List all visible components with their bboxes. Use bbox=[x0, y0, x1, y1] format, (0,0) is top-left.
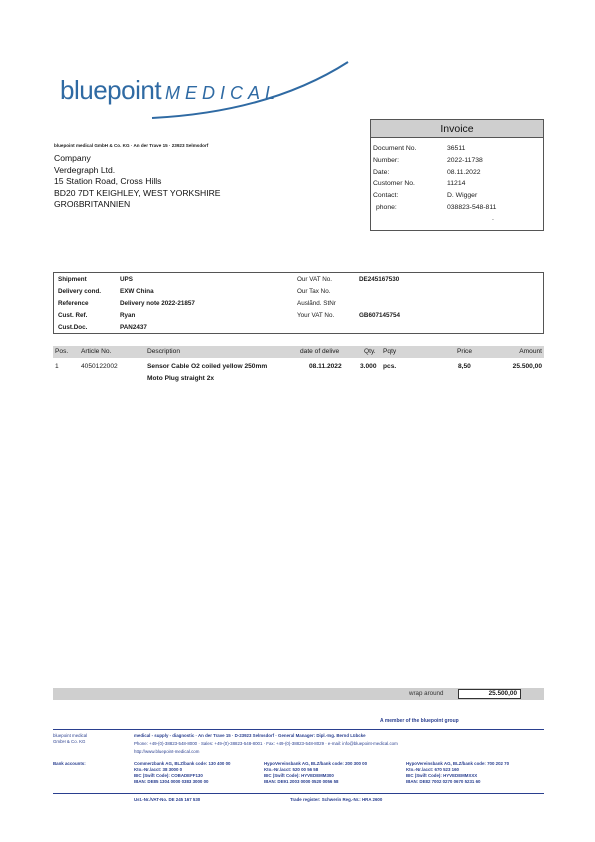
sender-line: bluepoint medical GmbH & Co. KG · An der Trave 15 · 23923 Selmsdorf bbox=[54, 143, 209, 148]
field-label: Customer No. bbox=[373, 180, 415, 188]
item-amount: 25.500,00 bbox=[512, 363, 542, 370]
table-row bbox=[53, 362, 544, 386]
shipment-label: Your VAT No. bbox=[297, 312, 335, 319]
footer-register: Trade register: Schwerin Reg.-Nr.: HRA 2600 bbox=[290, 797, 383, 802]
shipment-label: Our VAT No. bbox=[297, 276, 332, 283]
field-value: 038823-548-811 bbox=[447, 203, 497, 211]
shipment-label: Cust.Doc. bbox=[58, 324, 88, 331]
invoice-field bbox=[373, 155, 543, 167]
bank-line: IBAN: DE82 7002 0270 0670 5231 60 bbox=[406, 779, 481, 784]
invoice-info-box bbox=[370, 119, 544, 231]
bank-account-2 bbox=[264, 761, 367, 785]
field-label: Date: bbox=[373, 168, 390, 176]
shipment-value: EXW China bbox=[120, 288, 154, 295]
field-label: phone: bbox=[376, 203, 397, 211]
address-line: Company bbox=[54, 153, 91, 163]
invoice-title: Invoice bbox=[371, 120, 543, 138]
bank-line: BIC (Swift Code): HYVEDEMM300 bbox=[264, 773, 334, 778]
logo-word: bluepoint bbox=[60, 75, 162, 105]
bank-accounts-label: Bank accounts: bbox=[53, 761, 86, 766]
logo-swoosh-icon bbox=[150, 60, 350, 120]
footer-company-line1: bluepoint medical bbox=[53, 733, 88, 738]
shipment-value: Delivery note 2022-21857 bbox=[120, 300, 195, 307]
invoice-field bbox=[373, 178, 543, 190]
col-date: date of delive bbox=[300, 348, 340, 355]
field-value: D. Wigger bbox=[447, 192, 478, 200]
bank-line: IBAN: DE85 1304 0000 0383 3000 00 bbox=[134, 779, 209, 784]
field-label: Document No. bbox=[373, 145, 417, 152]
item-article: 4050122002 bbox=[81, 363, 118, 370]
shipment-value: UPS bbox=[120, 276, 133, 283]
item-qty: 3.000 bbox=[360, 363, 377, 370]
invoice-field bbox=[373, 167, 543, 179]
field-value: 36511 bbox=[447, 145, 466, 152]
bank-line: HypoVereinsbank AG, BLZ/bank code: 200 300 00 bbox=[264, 761, 368, 766]
shipment-label: Reference bbox=[58, 300, 89, 307]
col-unit: Pqty bbox=[383, 348, 397, 355]
item-desc-line1: Sensor Cable O2 coiled yellow 250mm bbox=[147, 363, 268, 370]
bank-line: Commerzbank AG, BLZ/bank code: 130 400 00 bbox=[134, 761, 231, 766]
shipment-value: GB607145754 bbox=[359, 312, 400, 319]
col-price: Price bbox=[457, 348, 473, 355]
bank-line: Kto.-Nr./acct: 520 00 56 58 bbox=[264, 767, 319, 772]
address-line: Verdegraph Ltd. bbox=[54, 164, 116, 175]
shipment-label: Delivery cond. bbox=[58, 288, 102, 295]
invoice-field bbox=[373, 190, 543, 202]
address-line: GROßBRITANNIEN bbox=[54, 199, 131, 210]
col-description: Description bbox=[147, 348, 180, 355]
logo-suffix: MEDICAL bbox=[165, 83, 281, 103]
footer-company-line2: GmbH & Co. KG bbox=[53, 739, 86, 744]
field-value: 2022-11738 bbox=[447, 156, 483, 164]
invoice-field bbox=[373, 143, 543, 155]
invoice-trailer: . bbox=[492, 214, 494, 222]
col-amount: Amount bbox=[519, 348, 542, 355]
item-pos: 1 bbox=[55, 363, 59, 370]
shipment-value: PAN2437 bbox=[120, 324, 147, 331]
item-unit: pcs. bbox=[383, 363, 397, 370]
items-table-header bbox=[53, 346, 544, 358]
field-value: 11214 bbox=[447, 180, 466, 188]
bank-line: HypoVereinsbank AG, BLZ/bank code: 700 202 70 bbox=[406, 761, 510, 766]
invoice-field bbox=[373, 202, 543, 214]
shipment-label: Our Tax No. bbox=[297, 288, 331, 295]
recipient-address bbox=[54, 153, 221, 211]
bank-line: BIC (Swift Code): COBADEFF130 bbox=[134, 773, 203, 778]
shipment-value: Ryan bbox=[120, 312, 136, 319]
footer-management: medical - supply - diagnostic · An der Trave 15 · D-23923 Selmsdorf · General Manager: Dipl.-Ing. Bernd Lübcke bbox=[134, 733, 366, 738]
bank-line: BIC (Swift Code): HYVEDEMMXXX bbox=[406, 773, 478, 778]
col-article: Article No. bbox=[81, 348, 112, 355]
footer-website-link[interactable]: http://www.bluepoint-medical.com bbox=[134, 749, 200, 754]
bank-line: IBAN: DE91 2003 0000 0520 0056 58 bbox=[264, 779, 339, 784]
field-label: Number: bbox=[373, 156, 400, 164]
bank-line: Kto.-Nr./acct: 670 523 160 bbox=[406, 767, 459, 772]
bank-line: Kto.-Nr./acct: 38 3000 0 bbox=[134, 767, 183, 772]
field-value: 08.11.2022 bbox=[447, 168, 481, 176]
footer-rule bbox=[53, 729, 544, 730]
bank-account-1 bbox=[134, 761, 230, 785]
footer-rule-bottom bbox=[53, 793, 544, 794]
shipment-label: Cust. Ref. bbox=[58, 312, 88, 319]
address-line: BD20 7DT KEIGHLEY, WEST YORKSHIRE bbox=[54, 187, 221, 198]
bank-account-3 bbox=[406, 761, 509, 785]
group-member-note: A member of the bluepoint group bbox=[380, 718, 459, 724]
shipment-label: Shipment bbox=[58, 276, 87, 283]
col-pos: Pos. bbox=[55, 348, 69, 355]
address-line: 15 Station Road, Cross Hills bbox=[54, 176, 162, 187]
total-value: 25.500,00 bbox=[458, 689, 521, 699]
shipment-value: DE245167530 bbox=[359, 276, 400, 283]
footer-contact: Phone: +49-(0)-38823-548-8000 · Sales: +49-(0)-38823-548-8001 · Fax: +49-(0)-38823-548-8029 · e-mail: info@bluepoint-medical.com bbox=[134, 741, 398, 746]
shipment-label: Auslãnd. StNr bbox=[297, 300, 336, 307]
total-bar bbox=[53, 688, 544, 700]
footer-vat: Ust.-Nr./VAT-No. DE 245 167 530 bbox=[134, 797, 201, 802]
col-qty: Qty. bbox=[364, 348, 376, 355]
field-label: Contact: bbox=[373, 192, 399, 200]
item-date: 08.11.2022 bbox=[309, 363, 342, 370]
item-desc-line2: Moto Plug straight 2x bbox=[147, 375, 215, 382]
item-price: 8,50 bbox=[458, 363, 471, 370]
shipment-box bbox=[53, 272, 544, 334]
total-label: wrap around bbox=[409, 690, 444, 697]
